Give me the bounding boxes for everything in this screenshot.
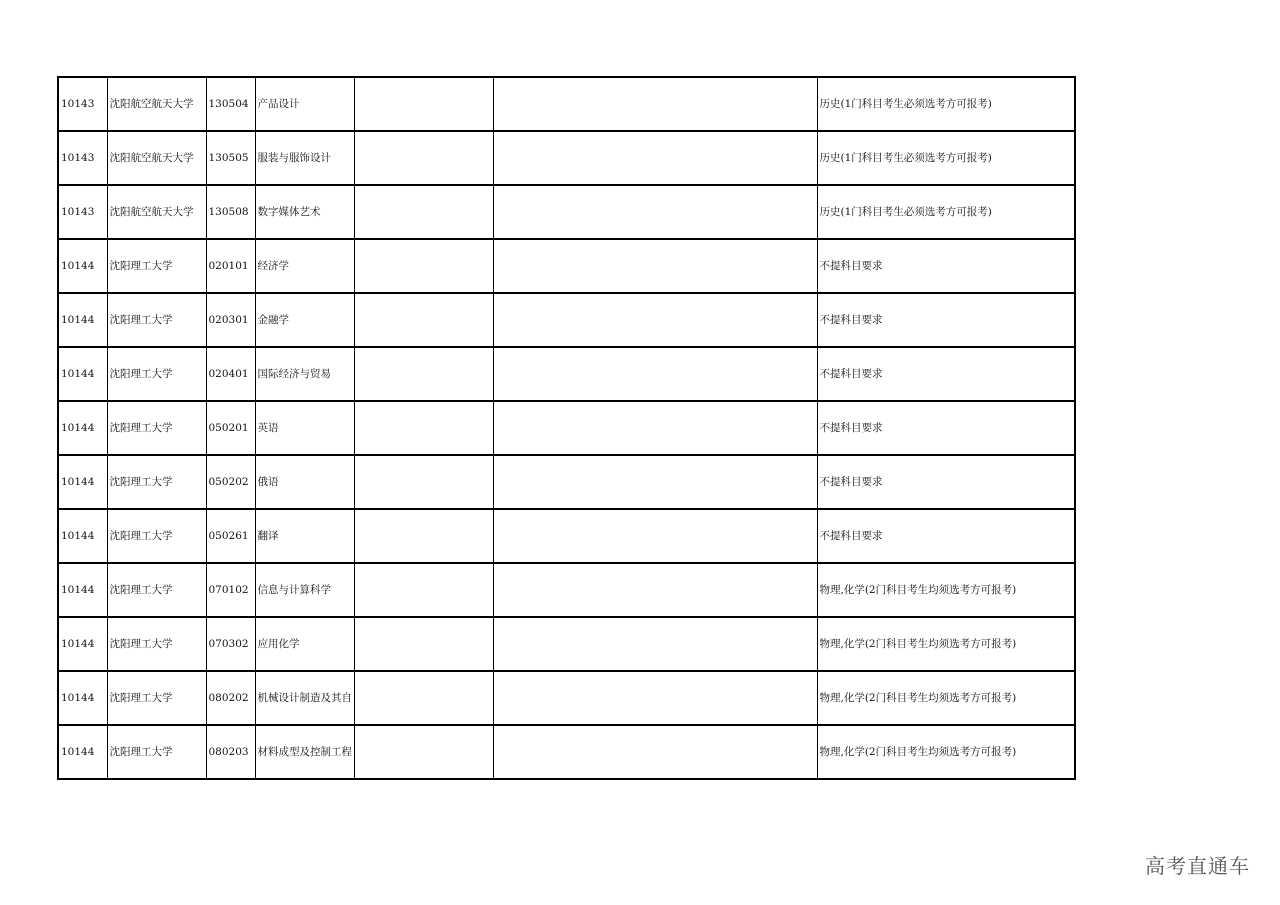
major-code-cell: 020401 [206,347,255,401]
school-code-cell: 10144 [58,509,107,563]
school-code-cell: 10144 [58,563,107,617]
empty-cell [354,347,493,401]
major-name-cell: 俄语 [255,455,354,509]
school-name-cell: 沈阳理工大学 [107,725,206,779]
school-name-cell: 沈阳理工大学 [107,347,206,401]
table-body [58,77,1075,779]
table-row [58,455,1075,509]
school-name-cell: 沈阳理工大学 [107,617,206,671]
school-name-cell: 沈阳理工大学 [107,401,206,455]
notes-cell [493,617,817,671]
school-name-cell: 沈阳航空航天大学 [107,185,206,239]
notes-cell [493,131,817,185]
school-name-cell: 沈阳理工大学 [107,455,206,509]
subject-requirement-cell: 不提科目要求 [817,347,1075,401]
empty-cell [354,617,493,671]
subject-requirement-cell: 物理,化学(2门科目考生均须选考方可报考) [817,725,1075,779]
notes-cell [493,509,817,563]
empty-cell [354,293,493,347]
notes-cell [493,401,817,455]
subject-requirement-cell: 物理,化学(2门科目考生均须选考方可报考) [817,671,1075,725]
school-name-cell: 沈阳航空航天大学 [107,131,206,185]
table-row [58,293,1075,347]
school-code-cell: 10143 [58,77,107,131]
empty-cell [354,131,493,185]
table-row [58,239,1075,293]
watermark-text: 高考直通车 [1145,854,1250,878]
major-name-cell: 国际经济与贸易 [255,347,354,401]
school-code-cell: 10143 [58,185,107,239]
subject-requirement-cell: 不提科目要求 [817,401,1075,455]
major-name-cell: 经济学 [255,239,354,293]
empty-cell [354,77,493,131]
notes-cell [493,239,817,293]
notes-cell [493,185,817,239]
major-code-cell: 070102 [206,563,255,617]
major-code-cell: 020301 [206,293,255,347]
school-code-cell: 10144 [58,293,107,347]
notes-cell [493,671,817,725]
major-code-cell: 070302 [206,617,255,671]
table-row [58,671,1075,725]
school-name-cell: 沈阳理工大学 [107,671,206,725]
major-name-cell: 信息与计算科学 [255,563,354,617]
notes-cell [493,455,817,509]
empty-cell [354,455,493,509]
major-name-cell: 英语 [255,401,354,455]
notes-cell [493,725,817,779]
table-row [58,347,1075,401]
table-row [58,725,1075,779]
empty-cell [354,401,493,455]
school-name-cell: 沈阳理工大学 [107,239,206,293]
major-code-cell: 080203 [206,725,255,779]
subject-requirement-cell: 物理,化学(2门科目考生均须选考方可报考) [817,617,1075,671]
school-code-cell: 10144 [58,617,107,671]
major-name-cell: 服装与服饰设计 [255,131,354,185]
major-code-cell: 050202 [206,455,255,509]
school-code-cell: 10144 [58,401,107,455]
table-row [58,509,1075,563]
major-code-cell: 020101 [206,239,255,293]
major-code-cell: 050261 [206,509,255,563]
admission-subject-table [57,76,1076,780]
subject-requirement-cell: 不提科目要求 [817,239,1075,293]
major-name-cell: 机械设计制造及其自 [255,671,354,725]
empty-cell [354,563,493,617]
table-row [58,185,1075,239]
subject-requirement-cell: 不提科目要求 [817,509,1075,563]
major-name-cell: 应用化学 [255,617,354,671]
major-name-cell: 翻译 [255,509,354,563]
notes-cell [493,347,817,401]
school-code-cell: 10144 [58,671,107,725]
major-code-cell: 130508 [206,185,255,239]
subject-requirement-cell: 物理,化学(2门科目考生均须选考方可报考) [817,563,1075,617]
school-name-cell: 沈阳航空航天大学 [107,77,206,131]
empty-cell [354,185,493,239]
major-name-cell: 金融学 [255,293,354,347]
notes-cell [493,77,817,131]
school-code-cell: 10144 [58,239,107,293]
major-code-cell: 080202 [206,671,255,725]
major-code-cell: 050201 [206,401,255,455]
major-name-cell: 材料成型及控制工程 [255,725,354,779]
subject-requirement-cell: 历史(1门科目考生必须选考方可报考) [817,77,1075,131]
major-name-cell: 产品设计 [255,77,354,131]
school-name-cell: 沈阳理工大学 [107,293,206,347]
subject-requirement-cell: 不提科目要求 [817,293,1075,347]
school-code-cell: 10144 [58,455,107,509]
table-row [58,617,1075,671]
empty-cell [354,239,493,293]
empty-cell [354,725,493,779]
subject-requirement-cell: 历史(1门科目考生必须选考方可报考) [817,131,1075,185]
subject-requirement-cell: 历史(1门科目考生必须选考方可报考) [817,185,1075,239]
notes-cell [493,293,817,347]
empty-cell [354,509,493,563]
major-code-cell: 130505 [206,131,255,185]
empty-cell [354,671,493,725]
table-row [58,401,1075,455]
table-row [58,563,1075,617]
table-row [58,77,1075,131]
notes-cell [493,563,817,617]
major-name-cell: 数字媒体艺术 [255,185,354,239]
subject-requirement-cell: 不提科目要求 [817,455,1075,509]
school-code-cell: 10144 [58,725,107,779]
table-row [58,131,1075,185]
school-code-cell: 10144 [58,347,107,401]
school-code-cell: 10143 [58,131,107,185]
major-code-cell: 130504 [206,77,255,131]
school-name-cell: 沈阳理工大学 [107,509,206,563]
school-name-cell: 沈阳理工大学 [107,563,206,617]
